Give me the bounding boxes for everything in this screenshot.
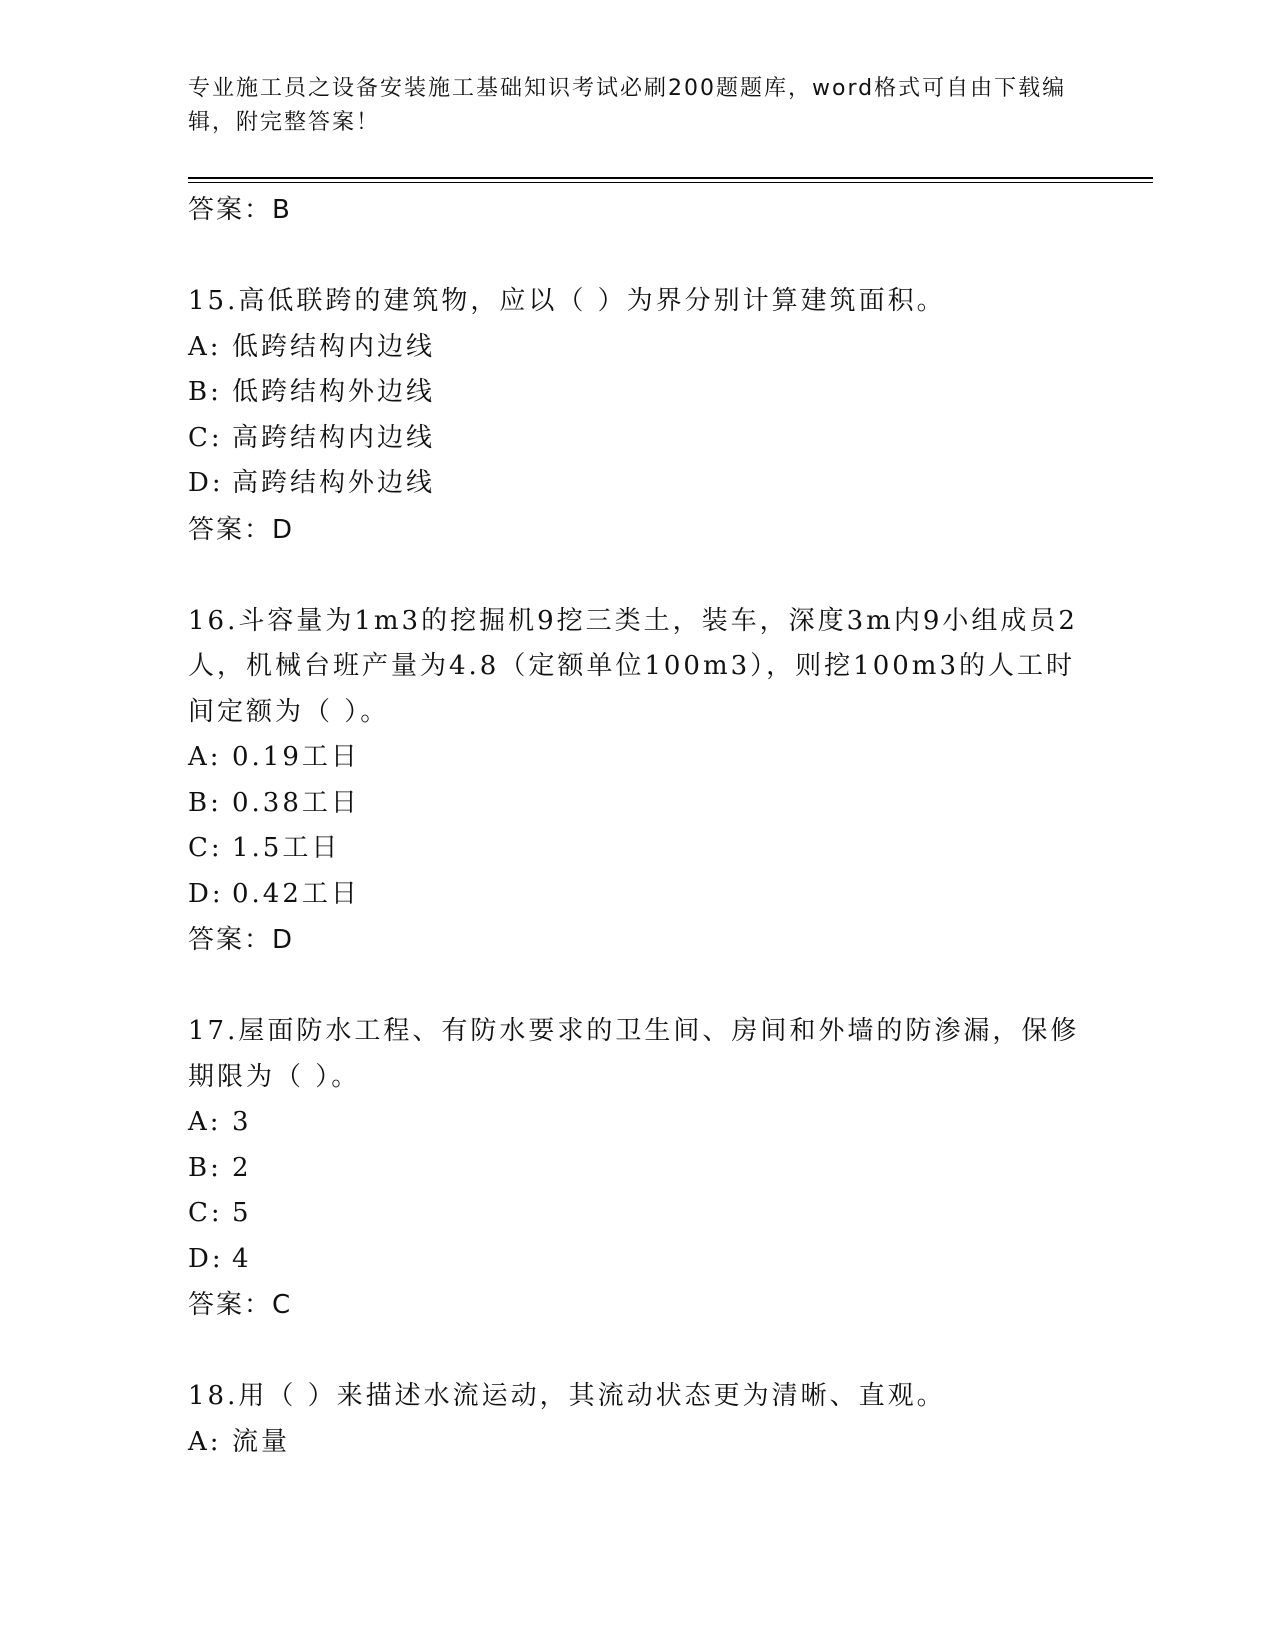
option-letter: D: (188, 1243, 224, 1274)
option-d (188, 1237, 1088, 1283)
answer-line: 答案：C (188, 1290, 293, 1320)
question-text: 15.高低联跨的建筑物，应以（ ）为界分别计算建筑面积。 (188, 286, 946, 316)
option-letter: A: (188, 1107, 222, 1137)
option-letter: B: (188, 1152, 222, 1183)
option-letter: C: (188, 422, 223, 453)
option-letter: A: (188, 742, 222, 772)
option-a (188, 1100, 1088, 1146)
question-18 (188, 1374, 1088, 1465)
option-text: 3 (232, 1107, 252, 1137)
option-text: 0.38工日 (232, 787, 360, 818)
answer-line: 答案：D (188, 514, 295, 545)
header-divider-thin (188, 182, 1153, 183)
question-text: 16.斗容量为1m3的挖掘机9挖三类土，装车，深度3m内9小组成员2人，机械台班产量为4.8（定额单位100m3），则挖100m3的人工时间定额为（ ）。 (188, 605, 1078, 727)
option-a (188, 735, 1088, 781)
option-text: 0.42工日 (232, 878, 360, 909)
answer-line: 答案：D (188, 925, 295, 955)
question-text: 18.用（ ）来描述水流运动，其流动状态更为清晰、直观。 (188, 1381, 946, 1411)
option-b (188, 1146, 1088, 1192)
option-letter: B: (188, 787, 222, 818)
option-b (188, 370, 1088, 416)
option-letter: B: (188, 377, 222, 407)
option-letter: C: (188, 833, 223, 863)
option-text: 1.5工日 (232, 833, 341, 863)
question-15 (188, 279, 1088, 553)
question-text: 17.屋面防水工程、有防水要求的卫生间、房间和外墙的防渗漏，保修期限为（ ）。 (188, 1016, 1080, 1092)
option-a (188, 1420, 1088, 1466)
option-c (188, 1191, 1088, 1237)
option-text: 高跨结构内边线 (232, 422, 436, 453)
question-17 (188, 1009, 1088, 1328)
option-letter: D: (188, 468, 224, 498)
option-c (188, 826, 1088, 872)
option-text: 0.19工日 (232, 742, 360, 772)
option-text: 5 (232, 1198, 252, 1228)
option-d (188, 872, 1088, 918)
option-text: 2 (232, 1152, 252, 1183)
header-divider (188, 177, 1153, 179)
option-text: 低跨结构外边线 (232, 377, 436, 407)
option-text: 低跨结构内边线 (232, 331, 436, 362)
option-c (188, 416, 1088, 462)
option-letter: C: (188, 1198, 223, 1228)
option-d (188, 461, 1088, 507)
option-letter: A: (188, 1426, 222, 1457)
option-text: 流量 (232, 1426, 291, 1457)
option-letter: D: (188, 878, 224, 909)
answer-line: 答案：B (188, 195, 292, 225)
page-header: 专业施工员之设备安装施工基础知识考试必刷200题题库，word格式可自由下载编辑，附完整答案！ (188, 76, 1067, 135)
option-b (188, 781, 1088, 827)
option-text: 高跨结构外边线 (232, 468, 436, 498)
question-16 (188, 599, 1088, 964)
option-a (188, 325, 1088, 371)
option-letter: A: (188, 331, 222, 362)
option-text: 4 (232, 1243, 252, 1274)
question-list (188, 187, 1088, 1465)
